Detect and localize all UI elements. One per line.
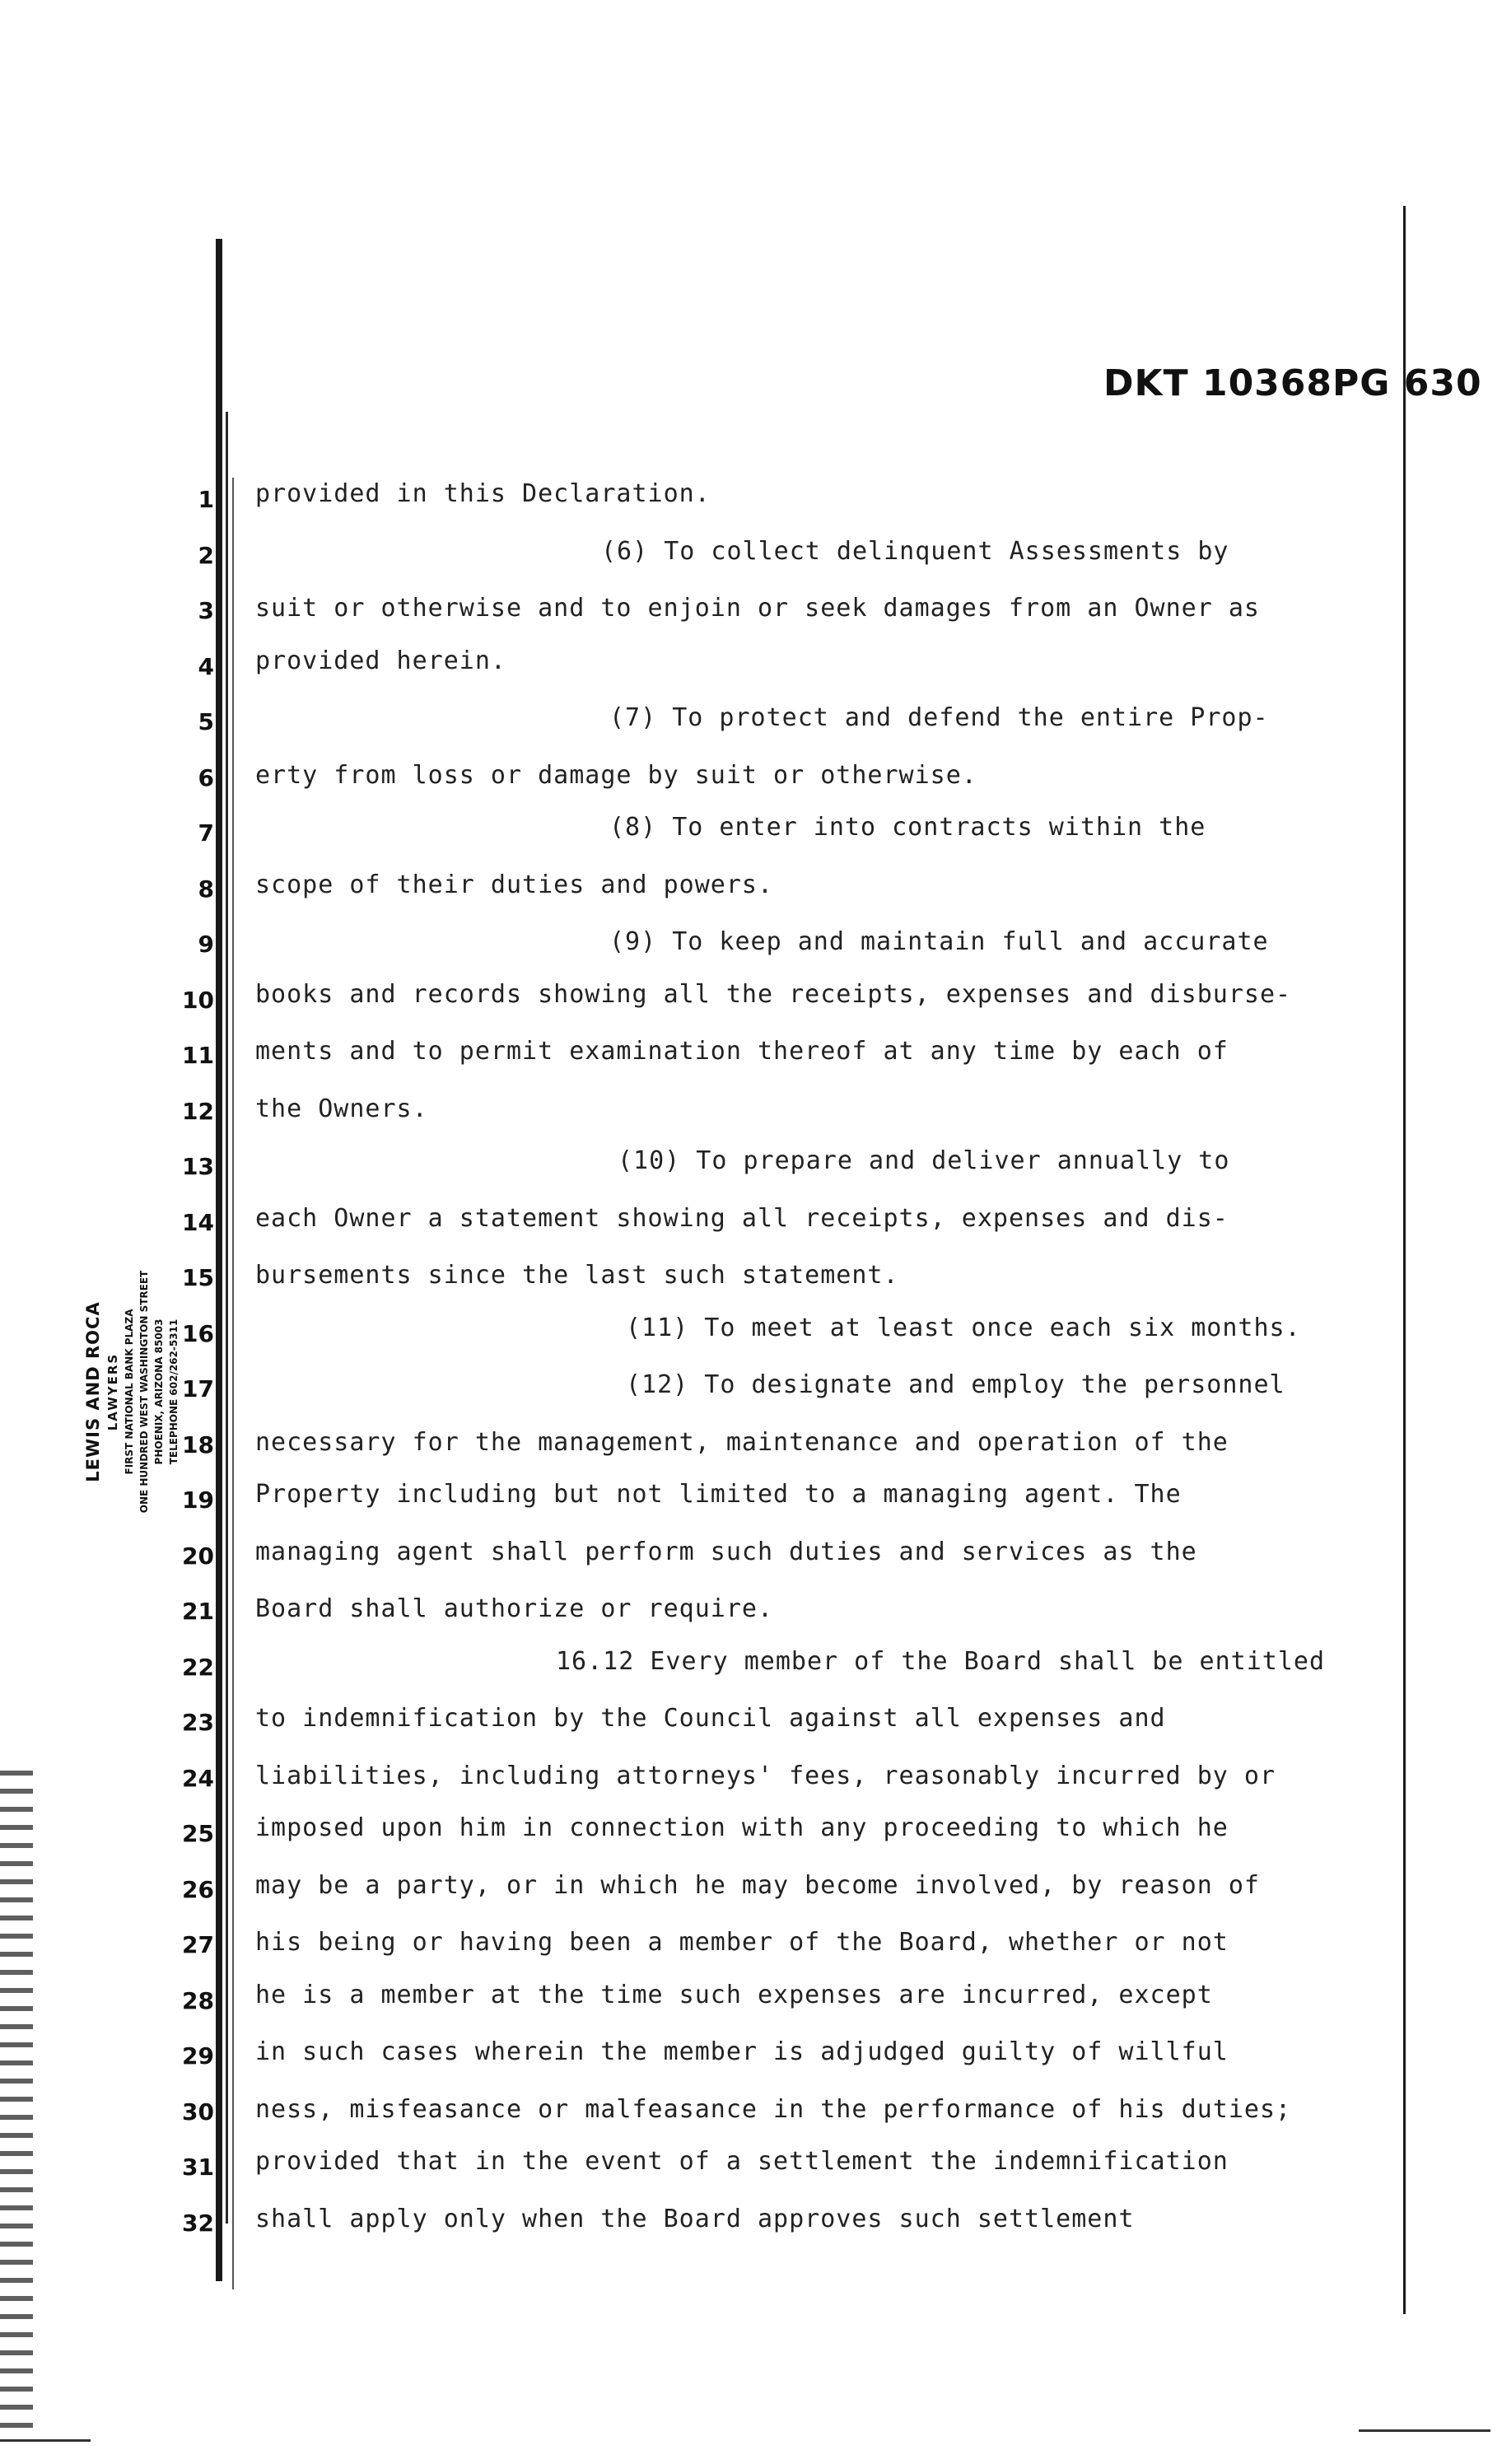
line-number: 7 (198, 819, 214, 847)
left-margin-rule-tertiary (232, 478, 234, 2289)
firm-name: LEWIS AND ROCA (83, 1301, 103, 1482)
firm-telephone: TELEPHONE 602/262-5311 (168, 1318, 180, 1465)
body-text-line: provided herein. (255, 646, 506, 675)
right-margin-rule (1403, 206, 1406, 2314)
body-text-line: books and records showing all the receipts, expenses and disburse- (255, 979, 1292, 1009)
body-text-line: bursements since the last such statement. (255, 1261, 899, 1290)
recording-reference: DKT 10368PG 630 (1103, 362, 1482, 404)
body-text-line: imposed upon him in connection with any proceeding to which he (255, 1813, 1229, 1842)
line-number: 14 (182, 1208, 214, 1236)
body-text-line: the Owners. (255, 1094, 428, 1123)
left-margin-rule (216, 239, 222, 2281)
body-text-line: scope of their duties and powers. (255, 870, 774, 899)
body-text-line: ments and to permit examination thereof at any time by each of (255, 1037, 1229, 1066)
line-number: 20 (182, 1542, 214, 1570)
firm-address-line: ONE HUNDRED WEST WASHINGTON STREET (138, 1270, 150, 1514)
line-number: 18 (182, 1430, 214, 1458)
line-number: 32 (182, 2209, 214, 2237)
body-text-line: (12) To designate and employ the personnel (626, 1370, 1285, 1399)
line-number: 1 (198, 486, 214, 513)
body-text-line: provided that in the event of a settlement the indemnification (255, 2147, 1229, 2176)
line-number: 25 (182, 1820, 214, 1847)
line-number: 30 (182, 2098, 214, 2126)
line-number: 15 (182, 1264, 214, 1291)
line-number: 6 (198, 763, 214, 791)
body-text-line: (6) To collect delinquent Assessments by (601, 536, 1229, 566)
body-text-line: may be a party, or in which he may become involved, by reason of (255, 1870, 1260, 1900)
body-text-line: (11) To meet at least once each six months. (626, 1313, 1301, 1342)
line-number: 28 (182, 1986, 214, 2014)
bottom-scan-mark-right (1359, 2429, 1490, 2432)
body-text-line: erty from loss or damage by suit or otherwise. (255, 760, 977, 790)
firm-subtitle: LAWYERS (105, 1352, 120, 1431)
line-number: 9 (198, 931, 214, 958)
body-text-line: he is a member at the time such expenses are incurred, except (255, 1980, 1213, 2009)
body-text-line: Board shall authorize or require. (255, 1594, 774, 1623)
firm-address-line: PHOENIX, ARIZONA 85003 (153, 1318, 165, 1465)
line-number: 16 (182, 1319, 214, 1347)
bottom-scan-mark-left (0, 2439, 91, 2442)
firm-address-line: FIRST NATIONAL BANK PLAZA (124, 1309, 135, 1475)
line-number: 3 (198, 597, 214, 624)
body-text-line: suit or otherwise and to enjoin or seek damages from an Owner as (255, 594, 1260, 623)
line-number: 31 (182, 2154, 214, 2181)
line-number: 13 (182, 1153, 214, 1180)
line-number: 22 (182, 1653, 214, 1681)
line-number: 5 (198, 708, 214, 735)
body-text-line: Property including but not limited to a managing agent. The (255, 1480, 1182, 1509)
body-text-line: liabilities, including attorneys' fees, reasonably incurred by or (255, 1761, 1276, 1790)
scan-edge-noise (0, 1771, 33, 2429)
body-text-line: (10) To prepare and deliver annually to (618, 1146, 1230, 1175)
line-number: 4 (198, 652, 214, 680)
body-text-line: each Owner a statement showing all receipts, expenses and dis- (255, 1203, 1229, 1233)
law-firm-text (82, 1211, 181, 1573)
line-number: 24 (182, 1764, 214, 1792)
body-text-line: ness, misfeasance or malfeasance in the performance of his duties; (255, 2094, 1292, 2124)
line-number: 12 (182, 1097, 214, 1125)
line-number: 23 (182, 1709, 214, 1736)
line-number: 10 (182, 986, 214, 1014)
body-text-line: (7) To protect and defend the entire Prop- (609, 703, 1269, 732)
left-margin-rule-secondary (226, 412, 228, 2224)
body-text-line: to indemnification by the Council against all expenses and (255, 1704, 1166, 1733)
line-number: 21 (182, 1598, 214, 1625)
line-number: 29 (182, 2042, 214, 2070)
line-number: 17 (182, 1375, 214, 1402)
line-number: 19 (182, 1486, 214, 1514)
body-text-line: in such cases wherein the member is adjudged guilty of willful (255, 2037, 1229, 2066)
line-number: 26 (182, 1875, 214, 1903)
body-text-line: managing agent shall perform such duties and services as the (255, 1537, 1197, 1566)
body-text-line: (9) To keep and maintain full and accurate (609, 927, 1269, 956)
line-number: 27 (182, 1931, 214, 1958)
line-number: 11 (182, 1042, 214, 1069)
line-number: 2 (198, 541, 214, 569)
body-text-line: 16.12 Every member of the Board shall be entitled (556, 1646, 1326, 1676)
body-text-line: provided in this Declaration. (255, 479, 711, 508)
line-number: 8 (198, 875, 214, 903)
body-text-line: shall apply only when the Board approves such settlement (255, 2204, 1135, 2233)
body-text-line: his being or having been a member of the Board, whether or not (255, 1928, 1229, 1957)
body-text-line: (8) To enter into contracts within the (609, 813, 1206, 842)
body-text-line: necessary for the management, maintenance and operation of the (255, 1427, 1229, 1457)
